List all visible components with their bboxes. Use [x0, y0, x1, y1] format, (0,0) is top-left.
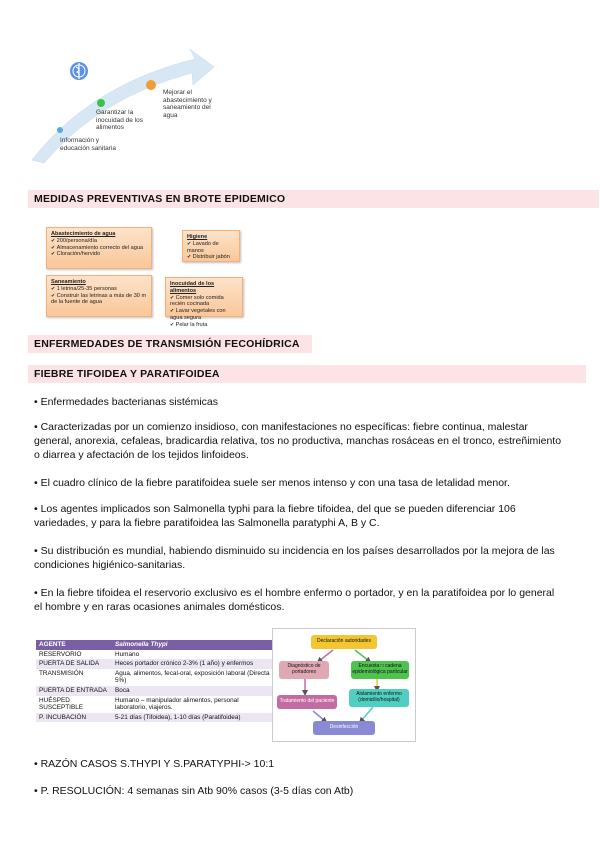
- who-step-3: Mejorar el abastecimiento y saneamiento del agua: [163, 89, 212, 119]
- table-cell-value: Agua, alimentos, fecal-oral, exposición laboral (Directa 5%): [112, 669, 274, 686]
- paragraph-text: • Caracterizadas por un comienzo insidioso, con manifestaciones no específicas: fiebre continua, malestar general, anorexia, cefaleas, bradicardia relativa, tos no productiva, manchas rosáceas en el tronco, estreñimiento o diarrea y afectación de los tejidos linfoideos.: [34, 421, 561, 461]
- table-row: [36, 686, 274, 696]
- table-cell-value: 5-21 días (Tifoidea), 1-10 días (Paratifoidea): [112, 713, 274, 723]
- box-item: ✔ 200/persona/día: [51, 238, 147, 245]
- table-cell-key: HUÉSPED SUSCEPTIBLE: [36, 696, 112, 713]
- step-dot-1: [57, 127, 63, 133]
- table-header-row: [36, 640, 274, 650]
- paragraph-text: • El cuadro clínico de la fiebre paratifoidea suele ser menos intenso y con una tasa de letalidad menor.: [34, 477, 510, 489]
- table-cell-key: RESERVORIO: [36, 650, 112, 660]
- table-row: [36, 650, 274, 660]
- box-saneamiento: [46, 275, 152, 317]
- box-item: ✔ Lavado de manos: [187, 241, 235, 255]
- section-header-enfermedades: ENFERMEDADES DE TRANSMISIÓN FECOHÍDRICA: [28, 335, 312, 353]
- who-logo-icon: [68, 60, 90, 82]
- flow-arrow: [319, 650, 333, 661]
- outbreak-flow-diagram: [272, 628, 416, 742]
- box-item: ✔ Comer solo comida recién cocinada: [170, 295, 238, 309]
- flow-arrow: [313, 711, 325, 721]
- box-item: ✔ Almacenamiento correcto del agua: [51, 245, 147, 252]
- flow-node-declaracion: Declaración autoridades: [311, 635, 377, 649]
- table-cell-key: PUERTA DE SALIDA: [36, 659, 112, 669]
- box-item: ✔ Construir las letrinas a más de 30 m de la fuente de agua: [51, 293, 147, 307]
- table-header-cell: AGENTE: [36, 640, 112, 650]
- flow-node-diagnostico: Diagnóstico de portadores: [279, 661, 329, 679]
- paragraph-text: • Enfermedades bacterianas sistémicas: [34, 396, 218, 408]
- salmonella-agent-table: [36, 640, 274, 722]
- flow-node-encuesta: Encuesta □ cadena epidemiológica particular: [351, 661, 409, 679]
- section-header-fiebre-tifoidea: FIEBRE TIFOIDEA Y PARATIFOIDEA: [28, 365, 586, 383]
- flow-arrow: [361, 707, 373, 721]
- paragraph-text: • En la fiebre tifoidea el reservorio exclusivo es el hombre enfermo o portador, y en la paratifoidea por lo general el hombre y en raras ocasiones animales domésticos.: [34, 587, 554, 613]
- bullet-paragraph: [34, 586, 562, 614]
- table-row: [36, 713, 274, 723]
- box-item: ✔ Distribuir jabón: [187, 254, 235, 261]
- table-cell-value: Humano: [112, 650, 274, 660]
- box-abastecimiento-agua: [46, 227, 152, 269]
- table-row: [36, 659, 274, 669]
- table-cell-value: Humano – manipulador alimentos, personal laboratorio, viajeros.: [112, 696, 274, 713]
- section-header-medidas: MEDIDAS PREVENTIVAS EN BROTE EPIDEMICO: [28, 190, 599, 208]
- who-step-1: Información y educación sanitaria: [60, 137, 117, 152]
- box-title: Saneamiento: [51, 279, 86, 285]
- box-item: ✔ Lavar vegetales con agua segura: [170, 308, 238, 322]
- paragraph-text: • Los agentes implicados son Salmonella typhi para la fiebre tifoidea, del que se pueden diferenciar 106 variedades, y para la fiebre paratifoidea las Salmonella paratyphi A, B y C.: [34, 503, 516, 529]
- box-title: Inocuidad de los alimentos: [170, 281, 215, 294]
- table-row: [36, 669, 274, 686]
- paragraph-text: • P. RESOLUCIÓN: 4 semanas sin Atb 90% casos (3-5 días con Atb): [34, 785, 353, 797]
- table-cell-value: Heces portador crónico 2-3% (1 año) y enfermos: [112, 659, 274, 669]
- step-dot-2: [97, 99, 105, 107]
- box-inocuidad-alimentos: [165, 277, 243, 328]
- bullet-paragraph: [34, 476, 562, 490]
- bullet-paragraph: [34, 784, 562, 798]
- flow-node-desinfeccion: Desinfección: [313, 721, 375, 735]
- bullet-paragraph: [34, 544, 562, 572]
- flow-arrow: [355, 650, 369, 661]
- box-item: ✔ Cloración/hervido: [51, 251, 147, 258]
- box-higiene: [182, 230, 240, 262]
- bullet-paragraph: [34, 757, 562, 771]
- box-title: Higiene: [187, 234, 208, 240]
- table-cell-key: PUERTA DE ENTRADA: [36, 686, 112, 696]
- bullet-paragraph: [34, 502, 562, 530]
- paragraph-text: • RAZÓN CASOS S.THYPI Y S.PARATYPHI-> 10:1: [34, 758, 274, 770]
- table-row: [36, 696, 274, 713]
- table-header-cell: Salmonella Thypi: [112, 640, 274, 650]
- bullet-paragraph: [34, 395, 562, 409]
- bullet-paragraph: [34, 420, 562, 462]
- who-strategy-diagram: [30, 45, 230, 165]
- paragraph-text: • Su distribución es mundial, habiendo disminuido su incidencia en los países desarrollados por la mejora de las condiciones higiénico-sanitarias.: [34, 545, 555, 571]
- box-item: ✔ 1 letrina/25-35 personas: [51, 286, 147, 293]
- table-cell-key: P. INCUBACIÓN: [36, 713, 112, 723]
- table-cell-value: Boca: [112, 686, 274, 696]
- flow-node-tratamiento: Tratamiento del paciente: [277, 695, 337, 709]
- who-step-2: Garantizar la inocuidad de los alimentos: [96, 109, 143, 131]
- table-cell-key: TRANSMISIÓN: [36, 669, 112, 686]
- box-item: ✔ Pelar la fruta: [170, 322, 238, 329]
- step-dot-3: [146, 80, 156, 90]
- flow-node-aislamiento: Aislamiento enfermo (domicilio/hospital): [349, 689, 409, 707]
- box-title: Abastecimiento de agua: [51, 231, 116, 237]
